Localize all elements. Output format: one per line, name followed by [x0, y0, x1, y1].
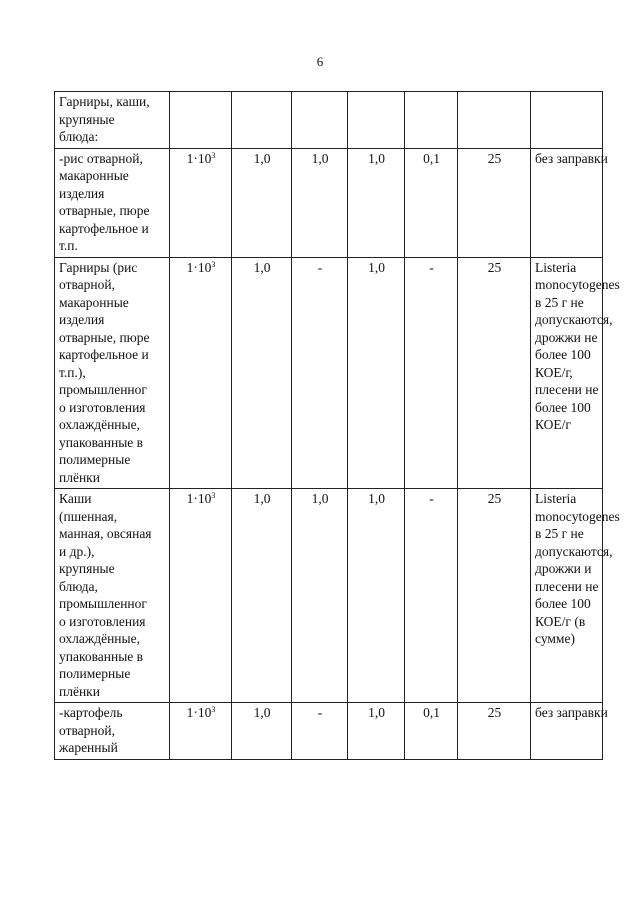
note-line: дрожжи не: [535, 329, 598, 345]
norm-value-cell: 1,0: [348, 148, 405, 257]
product-name-cell: [55, 703, 170, 760]
product-name-line: и др.),: [59, 543, 95, 559]
norm-value-cell: 1,0: [348, 489, 405, 703]
product-name-line: крупяные: [59, 111, 115, 127]
norm-value-cell: 25: [458, 257, 531, 489]
note-cell: [531, 703, 608, 760]
note-line: КОЕ/г: [535, 417, 571, 432]
product-name-line: -рис отварной,: [59, 150, 143, 166]
product-name-line: т.п.),: [59, 364, 86, 380]
product-name-line: макаронные: [59, 168, 129, 183]
table-row: [55, 257, 603, 489]
kmafanm-cell: [170, 92, 232, 149]
note-cell: [531, 257, 620, 489]
microbiological-norms-table: [54, 91, 620, 760]
product-name-line: -картофель: [59, 705, 123, 720]
kmafanm-exponent: 3: [211, 705, 216, 714]
note-line: более 100: [535, 347, 591, 362]
note-line: плесени не: [535, 578, 599, 594]
norm-value-cell: -: [405, 257, 458, 489]
product-name-line: отварной,: [59, 277, 115, 292]
product-name-line: о изготовления: [59, 399, 146, 415]
norm-value-cell: 1,0: [348, 703, 405, 760]
table-row: [55, 92, 603, 149]
note-cell: [531, 92, 603, 149]
note-line: без заправки: [535, 150, 608, 166]
product-name-line: плёнки: [59, 469, 100, 485]
norm-value-cell: 1,0: [232, 703, 292, 760]
norm-value-cell: 1,0: [232, 148, 292, 257]
kmafanm-exponent: 3: [211, 259, 216, 269]
page-number: 6: [316, 54, 324, 69]
note-line: более 100: [535, 596, 591, 611]
norm-value-cell: 1,0: [292, 148, 348, 257]
product-name-line: изделия: [59, 185, 105, 201]
product-name-line: плёнки: [59, 683, 100, 699]
product-name-line: промышленног: [59, 596, 147, 611]
product-name-line: Гарниры (рис: [59, 259, 138, 275]
norm-value-cell: 1,0: [292, 489, 348, 703]
norm-value-cell: [348, 92, 405, 149]
product-name-line: жаренный: [59, 740, 118, 755]
kmafanm-base: 1·10: [186, 259, 212, 275]
kmafanm-exponent: 3: [211, 150, 216, 160]
product-name-line: отварные, пюре: [59, 329, 150, 345]
product-name-line: макаронные: [59, 294, 129, 310]
note-line: monocytogenes: [535, 508, 620, 524]
kmafanm-cell: [170, 148, 232, 257]
note-line: допускаются,: [535, 543, 613, 559]
norm-value-cell: [405, 92, 458, 149]
product-name-line: изделия: [59, 312, 105, 327]
product-name-line: картофельное и: [59, 347, 149, 362]
note-line: без заправки: [535, 705, 608, 720]
kmafanm-cell: [170, 703, 232, 760]
product-name-line: картофельное и: [59, 220, 149, 236]
table-row: [55, 489, 603, 703]
product-name-line: упакованные в: [59, 434, 144, 450]
note-line: сумме): [535, 631, 575, 646]
note-line: плесени не: [535, 382, 599, 397]
norm-value-cell: -: [292, 703, 348, 760]
note-line: КОЕ/г,: [535, 364, 573, 380]
product-name-line: отварной,: [59, 722, 115, 738]
kmafanm-cell: [170, 489, 232, 703]
kmafanm-base: 1·10: [186, 705, 212, 720]
product-name-line: т.п.: [59, 238, 78, 253]
norm-value-cell: [232, 92, 292, 149]
note-cell: [531, 148, 608, 257]
table-body: [55, 92, 620, 760]
table-row: [55, 148, 603, 257]
note-line: в 25 г не: [535, 294, 584, 310]
product-name-line: блюда:: [59, 129, 99, 144]
product-name-line: Гарниры, каши,: [59, 94, 150, 109]
norm-value-cell: 0,1: [405, 703, 458, 760]
product-name-line: блюда,: [59, 578, 98, 594]
product-name-cell: [55, 489, 170, 703]
product-name-line: полимерные: [59, 666, 131, 681]
note-line: дрожжи и: [535, 561, 592, 576]
norm-value-cell: [292, 92, 348, 149]
product-name-line: охлаждённые,: [59, 631, 140, 646]
norm-value-cell: 1,0: [232, 257, 292, 489]
norm-value-cell: 25: [458, 489, 531, 703]
norm-value-cell: 25: [458, 703, 531, 760]
kmafanm-cell: [170, 257, 232, 489]
note-cell: [531, 489, 620, 703]
product-name-line: промышленног: [59, 382, 147, 397]
product-name-cell: [55, 257, 170, 489]
product-name-line: отварные, пюре: [59, 203, 150, 218]
norm-value-cell: 1,0: [348, 257, 405, 489]
note-line: monocytogenes: [535, 277, 620, 292]
product-name-cell: [55, 92, 170, 149]
note-line: Listeria: [535, 259, 577, 275]
note-line: Listeria: [535, 491, 577, 506]
product-name-line: (пшенная,: [59, 508, 118, 524]
product-name-line: полимерные: [59, 452, 131, 467]
product-name-line: о изготовления: [59, 613, 146, 629]
kmafanm-base: 1·10: [186, 150, 212, 166]
note-line: в 25 г не: [535, 526, 584, 541]
note-line: КОЕ/г (в: [535, 613, 586, 629]
norm-value-cell: 0,1: [405, 148, 458, 257]
kmafanm-exponent: 3: [211, 491, 216, 500]
norm-value-cell: [458, 92, 531, 149]
norm-value-cell: 1,0: [232, 489, 292, 703]
note-line: допускаются,: [535, 312, 613, 327]
norm-value-cell: -: [292, 257, 348, 489]
product-name-cell: [55, 148, 170, 257]
product-name-line: Каши: [59, 491, 92, 506]
kmafanm-base: 1·10: [186, 491, 212, 506]
product-name-line: крупяные: [59, 561, 115, 576]
note-line: более 100: [535, 399, 591, 415]
norm-value-cell: -: [405, 489, 458, 703]
product-name-line: упакованные в: [59, 648, 144, 664]
product-name-line: манная, овсяная: [59, 526, 152, 541]
product-name-line: охлаждённые,: [59, 417, 140, 432]
norm-value-cell: 25: [458, 148, 531, 257]
table-row: [55, 703, 603, 760]
